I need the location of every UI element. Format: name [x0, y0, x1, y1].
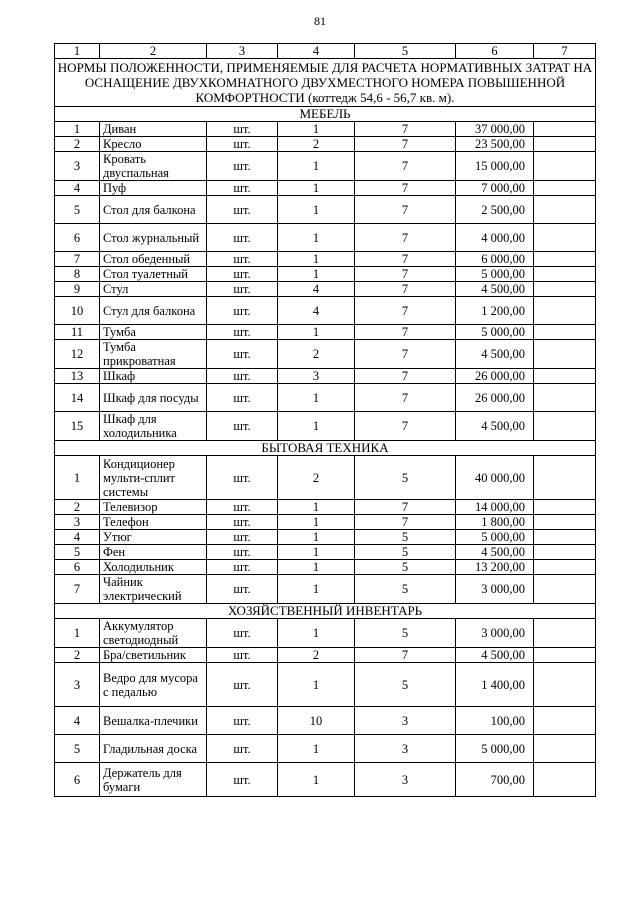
unit-cell: шт. — [207, 500, 278, 515]
table-row — [55, 252, 596, 267]
table-row — [55, 369, 596, 384]
quantity-cell: 4 — [278, 282, 355, 297]
note-cell — [534, 224, 596, 252]
item-name-cell: Стол обеденный — [100, 252, 207, 267]
service-life-cell: 5 — [355, 619, 456, 648]
row-number-cell: 4 — [55, 530, 100, 545]
item-name-cell: Телевизор — [100, 500, 207, 515]
item-name-cell: Гладильная доска — [100, 735, 207, 763]
note-cell — [534, 530, 596, 545]
table-row — [55, 663, 596, 707]
note-cell — [534, 267, 596, 282]
unit-cell: шт. — [207, 412, 278, 441]
row-number-cell: 3 — [55, 515, 100, 530]
row-number-cell: 15 — [55, 412, 100, 441]
section-heading-row — [55, 604, 596, 619]
price-cell: 26 000,00 — [456, 384, 534, 412]
item-name-cell: Стул для балкона — [100, 297, 207, 325]
quantity-cell: 1 — [278, 663, 355, 707]
item-name-cell: Шкаф для посуды — [100, 384, 207, 412]
table-row — [55, 530, 596, 545]
price-cell: 23 500,00 — [456, 137, 534, 152]
price-cell: 4 500,00 — [456, 282, 534, 297]
quantity-cell: 2 — [278, 137, 355, 152]
note-cell — [534, 369, 596, 384]
service-life-cell: 7 — [355, 369, 456, 384]
table-row — [55, 735, 596, 763]
note-cell — [534, 456, 596, 500]
unit-cell: шт. — [207, 735, 278, 763]
row-number-cell: 1 — [55, 619, 100, 648]
row-number-cell: 2 — [55, 500, 100, 515]
quantity-cell: 4 — [278, 297, 355, 325]
unit-cell: шт. — [207, 763, 278, 797]
row-number-cell: 10 — [55, 297, 100, 325]
quantity-cell: 1 — [278, 530, 355, 545]
item-name-cell: Телефон — [100, 515, 207, 530]
price-cell: 26 000,00 — [456, 369, 534, 384]
service-life-cell: 3 — [355, 707, 456, 735]
price-cell: 1 200,00 — [456, 297, 534, 325]
price-cell: 1 800,00 — [456, 515, 534, 530]
item-name-cell: Чайник электрический — [100, 575, 207, 604]
table-row — [55, 707, 596, 735]
unit-cell: шт. — [207, 560, 278, 575]
item-name-cell: Ведро для мусора с педалью — [100, 663, 207, 707]
note-cell — [534, 619, 596, 648]
row-number-cell: 7 — [55, 252, 100, 267]
row-number-cell: 4 — [55, 707, 100, 735]
price-cell: 6 000,00 — [456, 252, 534, 267]
quantity-cell: 10 — [278, 707, 355, 735]
service-life-cell: 5 — [355, 456, 456, 500]
item-name-cell: Тумба — [100, 325, 207, 340]
item-name-cell: Стул — [100, 282, 207, 297]
item-name-cell: Холодильник — [100, 560, 207, 575]
row-number-cell: 9 — [55, 282, 100, 297]
table-row — [55, 648, 596, 663]
unit-cell: шт. — [207, 282, 278, 297]
row-number-cell: 5 — [55, 196, 100, 224]
table-row — [55, 412, 596, 441]
quantity-cell: 1 — [278, 619, 355, 648]
table-title: НОРМЫ ПОЛОЖЕННОСТИ, ПРИМЕНЯЕМЫЕ ДЛЯ РАСЧЕТА НОРМАТИВНЫХ ЗАТРАТ НА ОСНАЩЕНИЕ ДВУХКОМНАТНОГО ДВУХМЕСТНОГО НОМЕРА ПОВЫШЕННОЙ КОМФОРТНОСТИ (коттедж 54,6 - 56,7 кв. м). — [55, 59, 596, 107]
table-row — [55, 500, 596, 515]
price-cell: 4 000,00 — [456, 224, 534, 252]
quantity-cell: 2 — [278, 456, 355, 500]
quantity-cell: 1 — [278, 515, 355, 530]
price-cell: 5 000,00 — [456, 735, 534, 763]
row-number-cell: 7 — [55, 575, 100, 604]
unit-cell: шт. — [207, 252, 278, 267]
item-name-cell: Стол туалетный — [100, 267, 207, 282]
service-life-cell: 7 — [355, 122, 456, 137]
row-number-cell: 3 — [55, 663, 100, 707]
quantity-cell: 2 — [278, 340, 355, 369]
table-row — [55, 282, 596, 297]
quantity-cell: 1 — [278, 560, 355, 575]
unit-cell: шт. — [207, 663, 278, 707]
note-cell — [534, 122, 596, 137]
note-cell — [534, 663, 596, 707]
quantity-cell: 1 — [278, 181, 355, 196]
table-row — [55, 181, 596, 196]
price-cell: 14 000,00 — [456, 500, 534, 515]
service-life-cell: 7 — [355, 325, 456, 340]
unit-cell: шт. — [207, 152, 278, 181]
table-row — [55, 545, 596, 560]
row-number-cell: 14 — [55, 384, 100, 412]
note-cell — [534, 325, 596, 340]
note-cell — [534, 545, 596, 560]
note-cell — [534, 297, 596, 325]
column-number-4: 4 — [278, 44, 355, 59]
table-row — [55, 340, 596, 369]
price-cell: 3 000,00 — [456, 619, 534, 648]
item-name-cell: Пуф — [100, 181, 207, 196]
service-life-cell: 7 — [355, 340, 456, 369]
unit-cell: шт. — [207, 575, 278, 604]
table-row — [55, 619, 596, 648]
item-name-cell: Тумба прикроватная — [100, 340, 207, 369]
quantity-cell: 1 — [278, 325, 355, 340]
table-row — [55, 456, 596, 500]
price-cell: 3 000,00 — [456, 575, 534, 604]
table-row — [55, 325, 596, 340]
note-cell — [534, 152, 596, 181]
unit-cell: шт. — [207, 137, 278, 152]
section-heading-row — [55, 107, 596, 122]
unit-cell: шт. — [207, 619, 278, 648]
service-life-cell: 5 — [355, 663, 456, 707]
section-heading: ХОЗЯЙСТВЕННЫЙ ИНВЕНТАРЬ — [55, 604, 596, 619]
table-row — [55, 384, 596, 412]
unit-cell: шт. — [207, 530, 278, 545]
quantity-cell: 1 — [278, 412, 355, 441]
row-number-cell: 6 — [55, 763, 100, 797]
price-cell: 37 000,00 — [456, 122, 534, 137]
price-cell: 40 000,00 — [456, 456, 534, 500]
service-life-cell: 7 — [355, 282, 456, 297]
unit-cell: шт. — [207, 196, 278, 224]
unit-cell: шт. — [207, 224, 278, 252]
note-cell — [534, 384, 596, 412]
unit-cell: шт. — [207, 340, 278, 369]
service-life-cell: 7 — [355, 152, 456, 181]
item-name-cell: Бра/светильник — [100, 648, 207, 663]
row-number-cell: 5 — [55, 735, 100, 763]
service-life-cell: 7 — [355, 515, 456, 530]
unit-cell: шт. — [207, 384, 278, 412]
unit-cell: шт. — [207, 456, 278, 500]
norms-table — [54, 43, 596, 797]
note-cell — [534, 137, 596, 152]
unit-cell: шт. — [207, 545, 278, 560]
column-number-6: 6 — [456, 44, 534, 59]
unit-cell: шт. — [207, 648, 278, 663]
unit-cell: шт. — [207, 297, 278, 325]
item-name-cell: Шкаф для холодильника — [100, 412, 207, 441]
row-number-cell: 1 — [55, 456, 100, 500]
quantity-cell: 1 — [278, 252, 355, 267]
service-life-cell: 7 — [355, 500, 456, 515]
row-number-cell: 4 — [55, 181, 100, 196]
price-cell: 15 000,00 — [456, 152, 534, 181]
column-number-header-row — [55, 44, 596, 59]
price-cell: 5 000,00 — [456, 325, 534, 340]
price-cell: 2 500,00 — [456, 196, 534, 224]
service-life-cell: 5 — [355, 530, 456, 545]
service-life-cell: 7 — [355, 267, 456, 282]
note-cell — [534, 763, 596, 797]
unit-cell: шт. — [207, 369, 278, 384]
quantity-cell: 1 — [278, 122, 355, 137]
note-cell — [534, 500, 596, 515]
row-number-cell: 3 — [55, 152, 100, 181]
item-name-cell: Держатель для бумаги — [100, 763, 207, 797]
price-cell: 100,00 — [456, 707, 534, 735]
service-life-cell: 7 — [355, 181, 456, 196]
quantity-cell: 1 — [278, 763, 355, 797]
section-heading-row — [55, 441, 596, 456]
row-number-cell: 5 — [55, 545, 100, 560]
column-number-5: 5 — [355, 44, 456, 59]
quantity-cell: 1 — [278, 575, 355, 604]
item-name-cell: Кондиционер мульти-сплит системы — [100, 456, 207, 500]
table-row — [55, 297, 596, 325]
table-row — [55, 196, 596, 224]
item-name-cell: Шкаф — [100, 369, 207, 384]
row-number-cell: 12 — [55, 340, 100, 369]
price-cell: 4 500,00 — [456, 340, 534, 369]
price-cell: 5 000,00 — [456, 530, 534, 545]
price-cell: 7 000,00 — [456, 181, 534, 196]
note-cell — [534, 196, 596, 224]
service-life-cell: 7 — [355, 196, 456, 224]
row-number-cell: 6 — [55, 560, 100, 575]
item-name-cell: Кровать двуспальная — [100, 152, 207, 181]
note-cell — [534, 648, 596, 663]
quantity-cell: 1 — [278, 545, 355, 560]
price-cell: 5 000,00 — [456, 267, 534, 282]
service-life-cell: 5 — [355, 575, 456, 604]
item-name-cell: Стол журнальный — [100, 224, 207, 252]
service-life-cell: 5 — [355, 560, 456, 575]
table-row — [55, 137, 596, 152]
note-cell — [534, 575, 596, 604]
table-title-row — [55, 59, 596, 107]
unit-cell: шт. — [207, 707, 278, 735]
note-cell — [534, 181, 596, 196]
service-life-cell: 7 — [355, 137, 456, 152]
item-name-cell: Фен — [100, 545, 207, 560]
service-life-cell: 3 — [355, 735, 456, 763]
service-life-cell: 7 — [355, 297, 456, 325]
service-life-cell: 7 — [355, 224, 456, 252]
quantity-cell: 1 — [278, 384, 355, 412]
quantity-cell: 1 — [278, 152, 355, 181]
section-heading: МЕБЕЛЬ — [55, 107, 596, 122]
quantity-cell: 3 — [278, 369, 355, 384]
column-number-7: 7 — [534, 44, 596, 59]
quantity-cell: 1 — [278, 267, 355, 282]
service-life-cell: 7 — [355, 384, 456, 412]
service-life-cell: 7 — [355, 412, 456, 441]
unit-cell: шт. — [207, 325, 278, 340]
note-cell — [534, 560, 596, 575]
note-cell — [534, 515, 596, 530]
row-number-cell: 1 — [55, 122, 100, 137]
service-life-cell: 7 — [355, 252, 456, 267]
item-name-cell: Стол для балкона — [100, 196, 207, 224]
note-cell — [534, 282, 596, 297]
quantity-cell: 1 — [278, 735, 355, 763]
table-row — [55, 560, 596, 575]
note-cell — [534, 735, 596, 763]
price-cell: 700,00 — [456, 763, 534, 797]
item-name-cell: Кресло — [100, 137, 207, 152]
price-cell: 4 500,00 — [456, 412, 534, 441]
table-row — [55, 267, 596, 282]
service-life-cell: 7 — [355, 648, 456, 663]
unit-cell: шт. — [207, 181, 278, 196]
note-cell — [534, 412, 596, 441]
price-cell: 4 500,00 — [456, 648, 534, 663]
column-number-3: 3 — [207, 44, 278, 59]
table-row — [55, 224, 596, 252]
item-name-cell: Утюг — [100, 530, 207, 545]
price-cell: 13 200,00 — [456, 560, 534, 575]
note-cell — [534, 340, 596, 369]
page-number: 81 — [314, 14, 326, 28]
quantity-cell: 2 — [278, 648, 355, 663]
quantity-cell: 1 — [278, 224, 355, 252]
row-number-cell: 6 — [55, 224, 100, 252]
service-life-cell: 3 — [355, 763, 456, 797]
price-cell: 4 500,00 — [456, 545, 534, 560]
item-name-cell: Аккумулятор светодиодный — [100, 619, 207, 648]
table-row — [55, 122, 596, 137]
unit-cell: шт. — [207, 122, 278, 137]
price-cell: 1 400,00 — [456, 663, 534, 707]
unit-cell: шт. — [207, 267, 278, 282]
item-name-cell: Вешалка-плечики — [100, 707, 207, 735]
section-heading: БЫТОВАЯ ТЕХНИКА — [55, 441, 596, 456]
column-number-2: 2 — [100, 44, 207, 59]
quantity-cell: 1 — [278, 196, 355, 224]
table-row — [55, 575, 596, 604]
table-row — [55, 152, 596, 181]
row-number-cell: 8 — [55, 267, 100, 282]
row-number-cell: 2 — [55, 648, 100, 663]
note-cell — [534, 252, 596, 267]
unit-cell: шт. — [207, 515, 278, 530]
row-number-cell: 13 — [55, 369, 100, 384]
table-row — [55, 515, 596, 530]
item-name-cell: Диван — [100, 122, 207, 137]
row-number-cell: 2 — [55, 137, 100, 152]
column-number-1: 1 — [55, 44, 100, 59]
service-life-cell: 5 — [355, 545, 456, 560]
quantity-cell: 1 — [278, 500, 355, 515]
table-row — [55, 763, 596, 797]
note-cell — [534, 707, 596, 735]
row-number-cell: 11 — [55, 325, 100, 340]
